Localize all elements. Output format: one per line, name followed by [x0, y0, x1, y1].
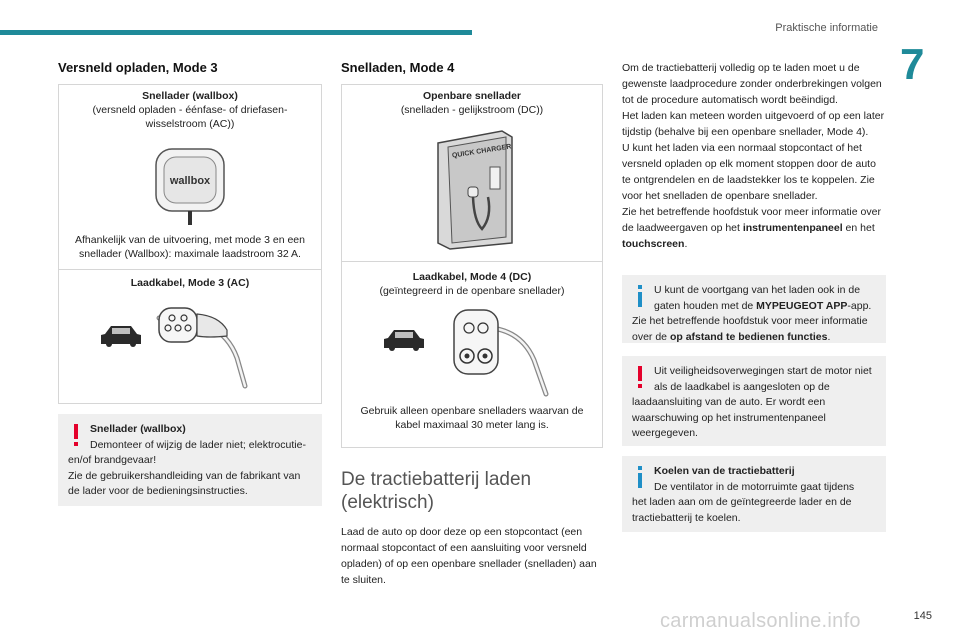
- mode3-cable-caption: Laadkabel, Mode 3 (AC): [130, 277, 250, 289]
- mode3-cable-illustration: [59, 296, 321, 396]
- car-icon: [384, 330, 424, 351]
- warn2-line1: Uit veiligheidsoverwegingen start de motor niet: [654, 365, 872, 377]
- mode4-footer-note: Gebruik alleen openbare snelladers waarvan de kabel maximaal 30 meter lang is.: [360, 405, 584, 431]
- page-number: 145: [913, 610, 932, 622]
- mode4-cable-caption: (geïntegreerd in de openbare snellader): [379, 285, 565, 297]
- info1-line1: U kunt de voortgang van het laden ook in de: [654, 284, 861, 296]
- wallbox-logo-text: wallbox: [169, 175, 211, 187]
- quick-charger-caption-title: Openbare snellader: [422, 90, 522, 102]
- mode4-cable-illustration: [342, 304, 602, 400]
- watermark: carmanualsonline.info: [660, 610, 861, 632]
- middle-column-title: Snelladen, Mode 4: [341, 60, 455, 75]
- paragraph-3: U kunt het laden via een normaal stopcontact of het versneld opladen op elk moment stoppen door de auto te ontgrendelen en de laadstekker los te koppelen. Zie voor het snelladen de openbare snellader.: [622, 142, 876, 202]
- charging-intro-text: Laad de auto op door deze op een stopcontact (een normaal stopcontact of een aansluiting voor versneld opladen) of op een openbare snellader (snelladen) aan te sluiten.: [341, 526, 597, 586]
- left-column-title: Versneld opladen, Mode 3: [58, 60, 218, 75]
- mode4-cable-caption-title: Laadkabel, Mode 4 (DC): [412, 271, 532, 283]
- header-accent-bar: [0, 30, 472, 35]
- paragraph-1: Om de tractiebatterij volledig op te laden moet u de gewenste laadprocedure zonder onderbrekingen volgen tot de procedure automatisch wordt beëindigd.: [622, 62, 882, 106]
- info2-title: Koelen van de tractiebatterij: [654, 465, 795, 477]
- app-info-note: [622, 275, 886, 343]
- chapter-number: 7: [900, 40, 925, 89]
- mode3-figure-box: [58, 84, 322, 404]
- warning-icon: [634, 366, 646, 390]
- wallbox-footer-note: Afhankelijk van de uitvoering, met mode 3 en een snellader (Wallbox): maximale laadstroom 32 A.: [75, 234, 305, 260]
- quick-charger-caption: (snelladen - gelijkstroom (DC)): [400, 104, 544, 116]
- running-header: Praktische informatie: [775, 22, 878, 34]
- warning-line2: en/of brandgevaar!: [68, 454, 157, 466]
- info1-line3: Zie het betreffende hoofdstuk voor meer informatie over de op afstand te bedienen functies.: [632, 315, 868, 343]
- warning-icon: [70, 424, 82, 448]
- info-icon: [634, 285, 646, 309]
- wallbox-warning-note: [58, 414, 322, 506]
- info2-line1: De ventilator in de motorruimte gaat tijdens: [654, 480, 855, 493]
- paragraph-2: Het laden kan meteen worden uitgevoerd of op een later tijdstip (behalve bij een openbare snellader, Mode 4).: [622, 110, 885, 138]
- mode4-figure-box: [341, 84, 603, 448]
- warning-text2: Zie de gebruikershandleiding van de fabrikant van de lader voor de bedieningsinstructies.: [68, 469, 301, 497]
- quick-charger-illustration: [342, 125, 602, 255]
- warn2-rest: laadaansluiting van de auto. Er wordt een waarschuwing op het instrumentenpaneel weergegeven.: [632, 396, 826, 439]
- warning-line1: Demonteer of wijzig de lader niet; elektrocutie-: [90, 438, 306, 451]
- warn2-line2: als de laadkabel is aangesloten op de: [654, 380, 830, 393]
- paragraph-4: Zie het betreffende hoofdstuk voor meer informatie over de laadweergaven op het instrumentenpaneel en het touchscreen.: [622, 206, 881, 250]
- section-heading-charging: De tractiebatterij laden (elektrisch): [341, 469, 532, 513]
- info-icon: [634, 466, 646, 490]
- battery-cooling-note: [622, 456, 886, 532]
- charger-label-text: QUICK CHARGER: [451, 143, 512, 160]
- wallbox-caption-title: Snellader (wallbox): [142, 90, 238, 102]
- right-column-text: [622, 60, 886, 252]
- warning-title: Snellader (wallbox): [90, 423, 186, 435]
- wallbox-caption: (versneld opladen - éénfase- of driefasen-wisselstroom (AC)): [92, 104, 288, 130]
- info1-line2: gaten houden met de MYPEUGEOT APP-app.: [654, 299, 872, 312]
- info2-rest: het laden aan om de geïntegreerde lader en de tractiebatterij te koelen.: [632, 496, 852, 524]
- wallbox-illustration: [59, 139, 321, 229]
- car-icon: [101, 326, 141, 347]
- safety-warning-note: [622, 356, 886, 446]
